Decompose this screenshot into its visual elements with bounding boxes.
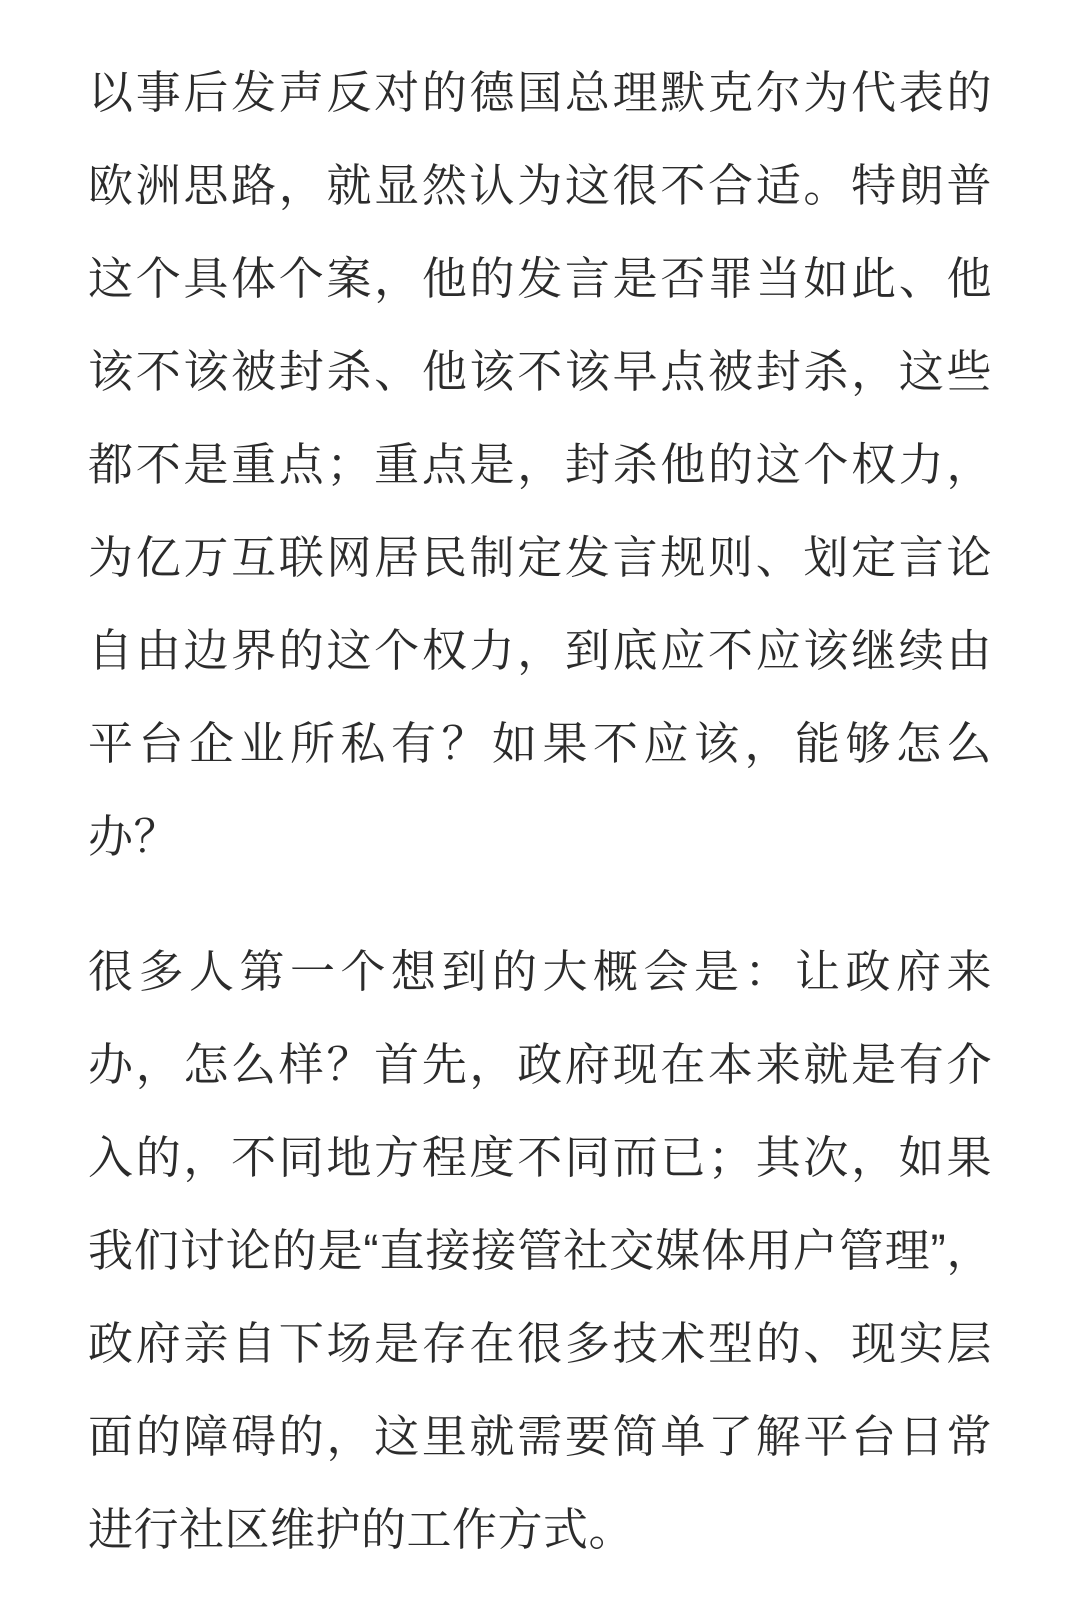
paragraph-1: 以事后发声反对的德国总理默克尔为代表的欧洲思路，就显然认为这很不合适。特朗普这个具体个案，他的发言是否罪当如此、他该不该被封杀、他该不该早点被封杀，这些都不是重点；重点是，封杀他的这个权力，为亿万互联网居民制定发言规则、划定言论自由边界的这个权力，到底应不应该继续由平台企业所私有？如果不应该，能够怎么办？ — [88, 67, 992, 862]
article-body — [88, 46, 992, 1576]
paragraph-2: 很多人第一个想到的大概会是：让政府来办，怎么样？首先，政府现在本来就是有介入的，不同地方程度不同而已；其次，如果我们讨论的是“直接接管社交媒体用户管理”，政府亲自下场是存在很多技术型的、现实层面的障碍的，这里就需要简单了解平台日常进行社区维护的工作方式。 — [88, 946, 992, 1555]
